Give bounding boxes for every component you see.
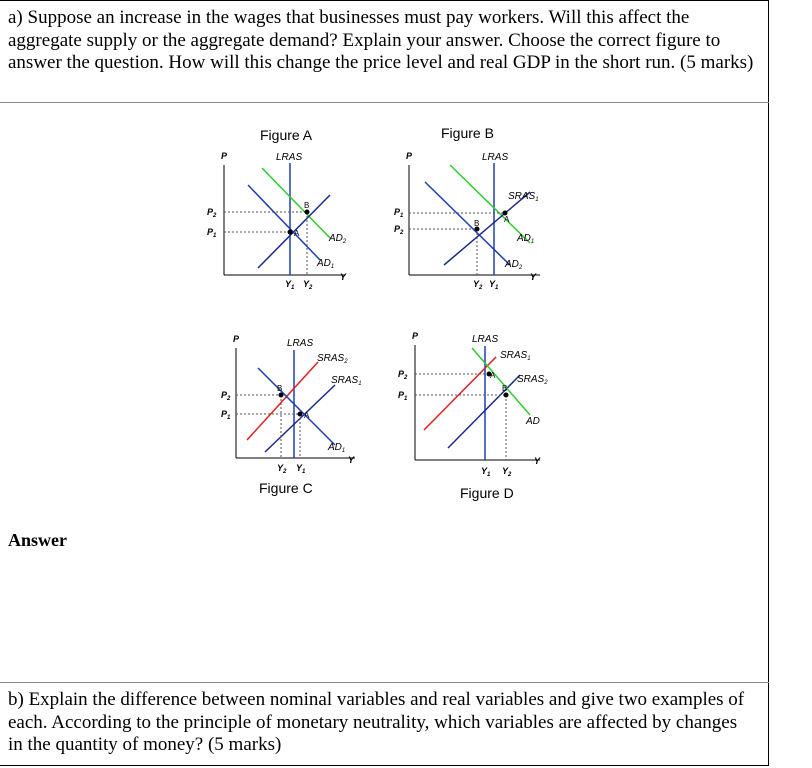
figure-a-point-b-label: B xyxy=(304,201,310,210)
question-a-text: a) Suppose an increase in the wages that businesses must pay workers. Will this affect the aggregate supply or the aggregate demand? Explain your answer. Choose the correct figure to answer the question. How will this change the price level and real GDP in the short run. (5 marks) xyxy=(8,7,754,73)
figure-b-point-a-label: A xyxy=(504,215,510,224)
figure-a-axis-y: Y xyxy=(340,272,347,282)
figure-c-sras2-line xyxy=(247,362,318,440)
figure-a-p2-label: $P_2$ xyxy=(207,207,217,219)
figure-d-title: Figure D xyxy=(460,485,514,501)
figure-d-y2-label: $Y_2$ xyxy=(502,466,512,478)
figure-d-y1-label: $Y_1$ xyxy=(481,466,491,478)
figure-a-title: Figure A xyxy=(260,127,313,143)
figure-b-ad1-line xyxy=(450,165,530,243)
figure-b-y1-label: $Y_1$ xyxy=(489,279,499,291)
figure-a-ad1-line xyxy=(248,185,320,260)
figure-b-axis-y: Y xyxy=(530,272,537,282)
figure-c-point-a-label: A xyxy=(304,411,310,420)
figure-d-axis-p: P xyxy=(412,331,419,341)
figure-b-axis-p: P xyxy=(406,151,413,161)
figure-a-p1-label: $P_1$ xyxy=(207,227,217,239)
figure-d xyxy=(398,331,548,501)
figure-c-y1-label: $Y_1$ xyxy=(296,463,306,475)
figure-b-ad2-label: $AD_2$ xyxy=(505,259,523,271)
figure-a-lras-label: LRAS xyxy=(276,152,303,163)
figure-b xyxy=(394,125,540,291)
figure-c-p2-label: $P_2$ xyxy=(221,390,231,402)
figure-d-point-a-label: A xyxy=(490,371,496,380)
figure-c-axis-y: Y xyxy=(348,455,355,465)
figure-c-lras-label: LRAS xyxy=(287,338,314,349)
figure-c-ad-line xyxy=(258,368,335,445)
figure-a-point-a-label: A xyxy=(294,229,300,238)
figure-c-y2-label: $Y_2$ xyxy=(277,463,287,475)
figure-a xyxy=(207,127,347,291)
figure-c-ad-label: $AD_1$ xyxy=(328,442,346,454)
question-b-text: b) Explain the difference between nominal variables and real variables and give two examples of each. According to the principle of monetary neutrality, which variables are affected by changes in the quantity of money? (5 marks) xyxy=(8,689,745,755)
figure-c-p1-label: $P_1$ xyxy=(221,409,231,421)
answer-label: Answer xyxy=(8,530,67,550)
figure-d-point-b-label: B xyxy=(502,384,508,393)
figure-c xyxy=(221,334,362,496)
figure-d-p1-label: $P_1$ xyxy=(398,390,408,402)
figure-c-axis-p: P xyxy=(233,334,240,344)
figure-c-sras1-label: $SRAS_1$ xyxy=(331,375,362,387)
figure-d-ad-label: AD xyxy=(526,416,540,427)
figure-b-y2-label: $Y_2$ xyxy=(473,279,483,291)
figure-c-point-a xyxy=(298,412,303,417)
figure-a-ad2-line xyxy=(262,168,330,238)
figure-b-sras-label: $SRAS_1$ xyxy=(508,191,539,203)
figure-a-point-a xyxy=(288,230,293,235)
figure-c-title: Figure C xyxy=(259,480,313,496)
figure-a-axis-p: P xyxy=(221,151,228,161)
figure-c-sras2-label: $SRAS_2$ xyxy=(317,353,348,365)
figure-a-y1-label: $Y_1$ xyxy=(285,279,295,291)
figure-a-ad1-label: $AD_1$ xyxy=(317,258,335,270)
figure-a-ad2-label: $AD_2$ xyxy=(329,233,347,245)
figure-b-p1-label: $P_1$ xyxy=(394,207,404,219)
figure-b-ad2-line xyxy=(425,182,510,265)
figure-b-sras-line xyxy=(444,192,530,265)
figure-d-sras2-line xyxy=(448,375,520,448)
figure-d-point-b xyxy=(504,393,509,398)
figure-b-lras-label: LRAS xyxy=(482,152,509,163)
figure-d-lras-label: LRAS xyxy=(472,334,499,345)
figure-c-point-b xyxy=(279,393,284,398)
figure-d-sras1-label: $SRAS_1$ xyxy=(500,350,531,362)
figure-d-axis-y: Y xyxy=(534,456,541,466)
figure-d-p2-label: $P_2$ xyxy=(398,369,408,381)
figure-a-y2-label: $Y_2$ xyxy=(303,279,313,291)
figure-b-title: Figure B xyxy=(441,125,494,141)
divider-bottom xyxy=(0,682,769,683)
figure-b-ad1-label: $AD_1$ xyxy=(517,233,535,245)
figure-b-p2-label: $P_2$ xyxy=(394,224,404,236)
figure-d-sras2-label: $SRAS_2$ xyxy=(517,374,548,386)
figure-b-point-b-label: B xyxy=(474,219,480,228)
figure-c-point-b-label: B xyxy=(277,384,283,393)
figure-a-point-b xyxy=(305,210,310,215)
